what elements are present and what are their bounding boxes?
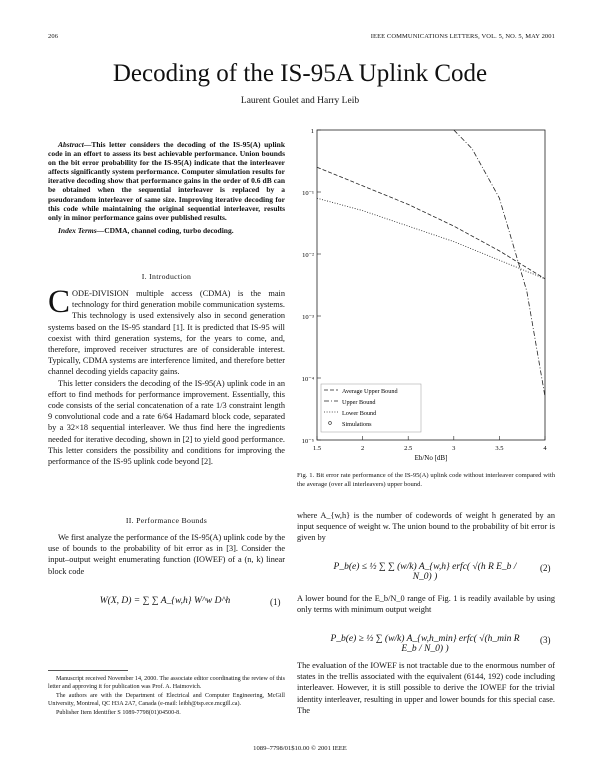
y-tick-label: 10⁻⁴ <box>301 376 314 383</box>
x-tick-label: 3 <box>452 445 456 452</box>
y-tick-label: 1 <box>310 128 314 135</box>
x-tick-label: 2 <box>360 445 365 452</box>
abstract-text: This letter considers the decoding of the IS-95(A) uplink code in an effort to assess its best achievable performance. Union bounds on the bit error probability for the IS-95(A) indicate that the interleaver affects significantly system performance. Computer simulation results for iterative decoding show that performance gains in the order of 0.6 dB can be obtained when the sequential interleaver is replaced by a pseudorandom interleaver of same size. Improving iterative decoding for this code while maintaining the original sequential interleaver, results only in minor performance gains over published results. <box>48 140 285 222</box>
equation-3: P_b(e) ≥ ½ ∑ (w/k) A_{w,h_min} erfc( √(h_min R E_b / N_0) ) <box>330 634 520 654</box>
legend-label: Upper Bound <box>342 399 376 406</box>
section-2-title: II. Performance Bounds <box>125 516 208 525</box>
footnotes <box>48 675 285 717</box>
footnote-rule <box>48 670 128 671</box>
right-col-para-1: where A_{w,h} is the number of codewords of weight h generated by an input sequence of weight w. The union bound to the probability of bit error is given by <box>297 511 555 543</box>
legend-label: Simulations <box>342 421 372 428</box>
ber-chart <box>297 122 555 464</box>
series-average-upper-bound <box>317 167 545 279</box>
page-footer: 1089–7798/01$10.00 © 2001 IEEE <box>253 745 347 752</box>
series-upper-bound <box>454 130 545 397</box>
legend-label: Lower Bound <box>342 410 377 417</box>
y-tick-label: 10⁻¹ <box>302 190 314 197</box>
legend-label: Average Upper Bound <box>342 388 398 395</box>
equation-3-number: (3) <box>540 635 551 645</box>
abstract-label: Abstract— <box>58 140 92 149</box>
footnote-received: Manuscript received November 14, 2000. The associate editor coordinating the review of this letter and approving it for publication was Prof. A. Haimovich. <box>48 676 285 691</box>
abstract <box>48 140 285 235</box>
paper-title: Decoding of the IS-95A Uplink Code <box>112 60 488 87</box>
bounds-para-1: We first analyze the performance of the IS-95(A) uplink code by the use of bounds to the probability of bit error as in [3]. Consider the input–output weight enumerating function (IOWEF) of a (n, k) linear block code <box>48 533 285 576</box>
page-number: 206 <box>48 33 59 40</box>
journal-header: IEEE COMMUNICATIONS LETTERS, VOL. 5, NO. 5, MAY 2001 <box>370 33 555 40</box>
index-terms-text: CDMA, channel coding, turbo decoding. <box>104 225 234 235</box>
y-tick-label: 10⁻³ <box>302 314 314 321</box>
footnote-pii: Publisher Item Identifier S 1089-7798(01)04500-8. <box>56 709 181 716</box>
right-col-para-2: A lower bound for the E_b/N_0 range of Fig. 1 is readily available by using only terms with minimum output weight <box>297 594 555 615</box>
section-1-body <box>48 284 285 467</box>
figure-1 <box>297 122 555 464</box>
x-axis-label: Eb/No [dB] <box>414 454 448 462</box>
figure-caption: Fig. 1. Bit error rate performance of the IS-95(A) uplink code without interleaver compared with the average (over all interleavers) upper bound. <box>297 472 555 488</box>
footnote-authors: The authors are with the Department of Electrical and Computer Engineering, McGill University, Montreal, QC H3A 2A7, Canada (e-mail: leibh@tsp.ece.mcgill.ca). <box>48 692 285 708</box>
x-tick-label: 4 <box>543 445 547 452</box>
equation-2-number: (2) <box>540 563 551 573</box>
equation-2: P_b(e) ≤ ½ ∑ ∑ (w/k) A_{w,h} erfc( √(h R E_b / N_0) ) <box>333 562 517 582</box>
x-tick-label: 2.5 <box>404 445 413 452</box>
right-col-para-3: The evaluation of the IOWEF is not tractable due to the enormous number of states in the trellis associated with the equivalent (6144, 192) code including interleaver. However, it is still possible to derive the IOWEF for the trivial identity interleaver, resulting in upper and lower bounds for this special case. The <box>297 661 555 715</box>
section-1-title: I. Introduction <box>141 272 192 281</box>
intro-para-1: ODE-DIVISION multiple access (CDMA) is the main technology for third generation mobile communication systems. This technology is used extensively also in second generation systems based on the IS-95 standard [1]. It is predicted that IS-95 will coexist with third generation systems, for the years to come, and, therefore, improved receiver structures are of considerable interest. Typically, CDMA systems are interference limited, and therefore better channel decoding yields capacity gains. <box>48 289 285 377</box>
x-tick-label: 1.5 <box>312 445 322 452</box>
y-tick-label: 10⁻² <box>302 252 314 259</box>
intro-para-2: This letter considers the decoding of the IS-95(A) uplink code in an effort to find methods for performance improvement. Essentially, this code consists of the serial concatenation of a rate 1/3 constraint length 9 convolutional code and a rate 6/64 Hadamard block code, separated by a 32×18 sequential interleaver. We thus find here the ingredients needed for iterative decoding, shown in [2] to yield good performance. This letter considers the possibility and conditions for improving the performance of the IS-95 uplink code beyond [2]. <box>48 378 285 467</box>
series-lower-bound <box>317 198 545 279</box>
index-terms-label: Index Terms— <box>58 225 105 235</box>
x-tick-label: 3.5 <box>495 445 504 452</box>
equation-1: W(X, D) = ∑ ∑ A_{w,h} W^w D^h <box>99 596 231 606</box>
equation-1-number: (1) <box>270 597 281 607</box>
dropcap: C <box>48 284 71 320</box>
authors: Laurent Goulet and Harry Leib <box>240 96 360 106</box>
section-2-body <box>48 532 285 577</box>
y-tick-label: 10⁻⁵ <box>301 438 314 445</box>
